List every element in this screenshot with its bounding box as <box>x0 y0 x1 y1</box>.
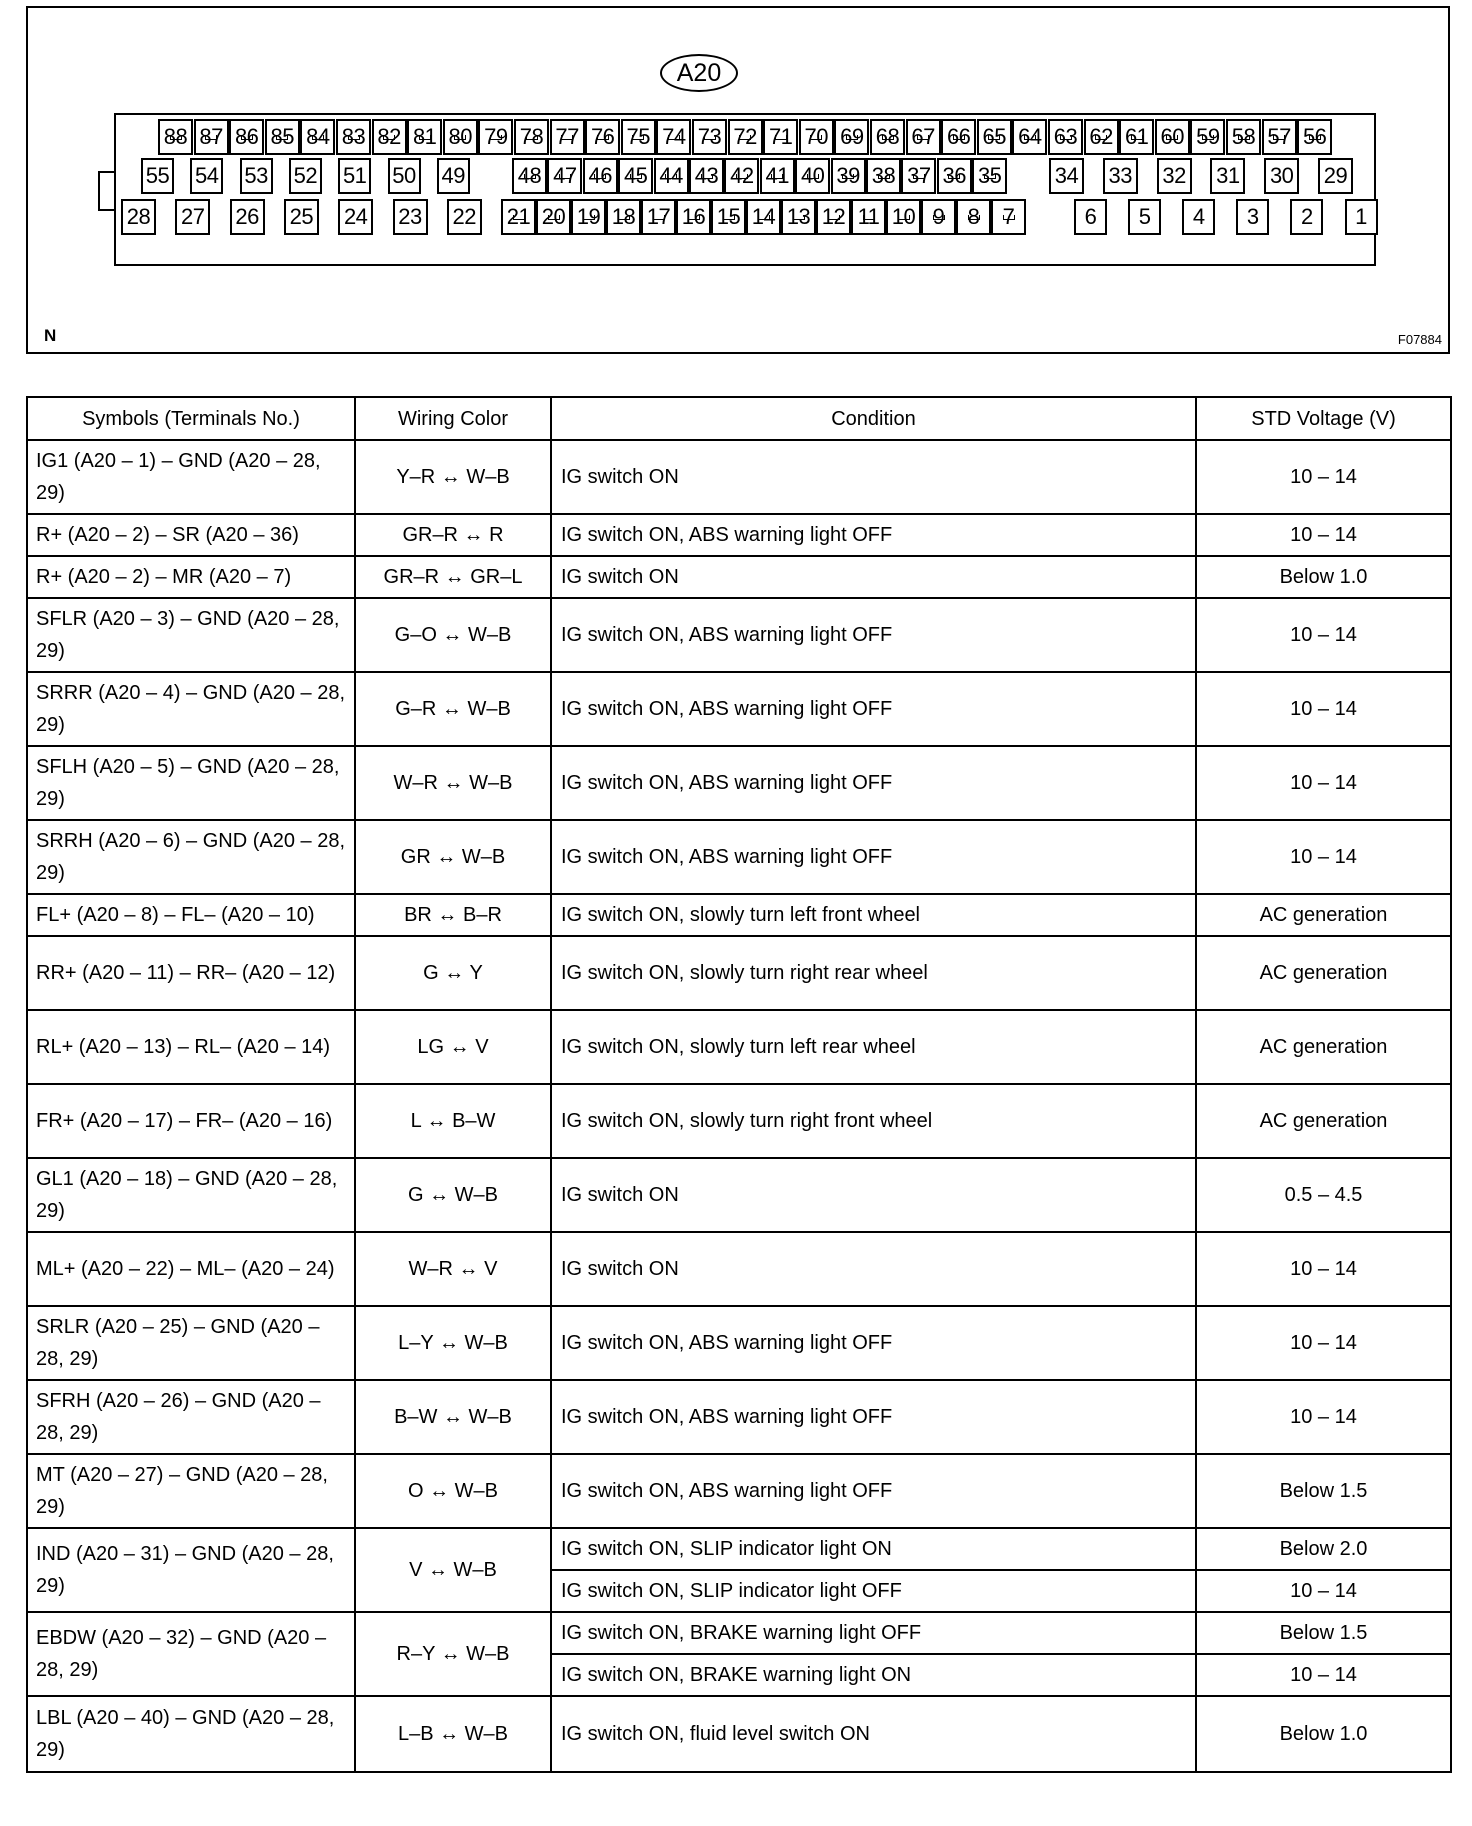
terminal-pin: 71 <box>763 119 798 155</box>
terminal-pin: 24 <box>338 199 373 235</box>
cell-symbols: SRLR (A20 – 25) – GND (A20 – 28, 29) <box>27 1306 355 1380</box>
terminal-pin: 31 <box>1210 158 1245 194</box>
terminal-pin: 74 <box>656 119 691 155</box>
cell-std-voltage: 10 – 14 <box>1196 514 1451 556</box>
terminal-pin: 42 <box>724 158 759 194</box>
cell-std-voltage: Below 1.0 <box>1196 1696 1451 1772</box>
terminal-pin: 32 <box>1157 158 1192 194</box>
cell-wiring-color: L–Y ↔ W–B <box>355 1306 551 1380</box>
cell-condition: IG switch ON, SLIP indicator light OFF <box>551 1570 1196 1612</box>
cell-wiring-color: LG ↔ V <box>355 1010 551 1084</box>
terminal-pin: 27 <box>175 199 210 235</box>
table-row <box>27 514 1451 556</box>
cell-std-voltage: 10 – 14 <box>1196 1232 1451 1306</box>
terminal-pin: 16 <box>676 199 711 235</box>
table-row <box>27 1306 1451 1380</box>
cell-condition: IG switch ON, BRAKE warning light OFF <box>551 1612 1196 1654</box>
cell-condition: IG switch ON, ABS warning light OFF <box>551 746 1196 820</box>
terminal-pin: 48 <box>512 158 547 194</box>
terminal-pin: 50 <box>388 158 421 194</box>
terminal-pin: 1 <box>1345 199 1378 235</box>
terminal-pin: 13 <box>781 199 816 235</box>
terminal-pin: 83 <box>336 119 371 155</box>
terminal-pin: 28 <box>121 199 156 235</box>
cell-std-voltage: 10 – 14 <box>1196 598 1451 672</box>
terminal-pin: 33 <box>1103 158 1138 194</box>
cell-symbols: RL+ (A20 – 13) – RL– (A20 – 14) <box>27 1010 355 1084</box>
terminal-pin: 70 <box>799 119 834 155</box>
terminal-pin: 51 <box>338 158 371 194</box>
cell-condition: IG switch ON <box>551 1158 1196 1232</box>
terminal-pin: 80 <box>443 119 478 155</box>
cell-std-voltage: 10 – 14 <box>1196 1570 1451 1612</box>
terminal-pin: 38 <box>866 158 901 194</box>
terminal-pin: 87 <box>194 119 229 155</box>
cell-wiring-color: G ↔ W–B <box>355 1158 551 1232</box>
terminal-pin: 82 <box>372 119 407 155</box>
terminal-pin: 30 <box>1264 158 1299 194</box>
cell-wiring-color: B–W ↔ W–B <box>355 1380 551 1454</box>
cell-condition: IG switch ON, fluid level switch ON <box>551 1696 1196 1772</box>
cell-symbols: SRRH (A20 – 6) – GND (A20 – 28, 29) <box>27 820 355 894</box>
terminal-pin: 79 <box>478 119 513 155</box>
terminal-pin: 8 <box>956 199 991 235</box>
cell-wiring-color: R–Y ↔ W–B <box>355 1612 551 1696</box>
terminal-pin: 7 <box>991 199 1026 235</box>
terminal-pin: 23 <box>393 199 428 235</box>
terminal-pin: 22 <box>447 199 482 235</box>
terminal-pin: 62 <box>1084 119 1119 155</box>
terminal-pin: 18 <box>606 199 641 235</box>
cell-std-voltage: 10 – 14 <box>1196 820 1451 894</box>
cell-symbols: R+ (A20 – 2) – SR (A20 – 36) <box>27 514 355 556</box>
cell-condition: IG switch ON <box>551 556 1196 598</box>
cell-condition: IG switch ON <box>551 1232 1196 1306</box>
terminal-pin: 86 <box>229 119 264 155</box>
terminal-pin: 69 <box>834 119 869 155</box>
terminal-pin: 6 <box>1074 199 1107 235</box>
cell-std-voltage: AC generation <box>1196 1084 1451 1158</box>
table-row <box>27 1084 1451 1158</box>
cell-symbols: GL1 (A20 – 18) – GND (A20 – 28, 29) <box>27 1158 355 1232</box>
table-row <box>27 1232 1451 1306</box>
cell-std-voltage: AC generation <box>1196 936 1451 1010</box>
cell-wiring-color: GR–R ↔ R <box>355 514 551 556</box>
terminal-pin: 75 <box>621 119 656 155</box>
terminal-pin: 41 <box>760 158 795 194</box>
header-std-voltage: STD Voltage (V) <box>1196 397 1451 440</box>
terminal-pin: 26 <box>230 199 265 235</box>
cell-condition: IG switch ON, ABS warning light OFF <box>551 1380 1196 1454</box>
cell-condition: IG switch ON, ABS warning light OFF <box>551 1306 1196 1380</box>
cell-std-voltage: AC generation <box>1196 1010 1451 1084</box>
cell-std-voltage: 0.5 – 4.5 <box>1196 1158 1451 1232</box>
terminal-pin: 3 <box>1236 199 1269 235</box>
cell-symbols: SRRR (A20 – 4) – GND (A20 – 28, 29) <box>27 672 355 746</box>
terminal-pin: 85 <box>265 119 300 155</box>
cell-condition: IG switch ON <box>551 440 1196 514</box>
table-row <box>27 598 1451 672</box>
cell-wiring-color: O ↔ W–B <box>355 1454 551 1528</box>
cell-symbols: IND (A20 – 31) – GND (A20 – 28, 29) <box>27 1528 355 1612</box>
header-condition: Condition <box>551 397 1196 440</box>
table-row <box>27 1380 1451 1454</box>
terminal-pin: 66 <box>941 119 976 155</box>
cell-condition: IG switch ON, slowly turn right rear wheel <box>551 936 1196 1010</box>
terminal-pin: 39 <box>831 158 866 194</box>
terminal-pin: 64 <box>1012 119 1047 155</box>
cell-std-voltage: 10 – 14 <box>1196 1654 1451 1696</box>
cell-wiring-color: BR ↔ B–R <box>355 894 551 936</box>
cell-std-voltage: 10 – 14 <box>1196 672 1451 746</box>
table-row <box>27 936 1451 1010</box>
cell-wiring-color: L–B ↔ W–B <box>355 1696 551 1772</box>
terminal-pin: 59 <box>1190 119 1225 155</box>
terminal-pin: 54 <box>190 158 223 194</box>
table-header-row <box>27 397 1451 440</box>
cell-condition: IG switch ON, slowly turn left front wheel <box>551 894 1196 936</box>
table-row <box>27 672 1451 746</box>
terminal-pin: 58 <box>1226 119 1261 155</box>
cell-std-voltage: Below 1.5 <box>1196 1612 1451 1654</box>
table-row <box>27 1010 1451 1084</box>
connector-latch <box>98 171 114 211</box>
terminal-pin: 57 <box>1262 119 1297 155</box>
table-row <box>27 556 1451 598</box>
cell-condition: IG switch ON, SLIP indicator light ON <box>551 1528 1196 1570</box>
terminal-pin: 52 <box>289 158 322 194</box>
terminal-pin: 68 <box>870 119 905 155</box>
terminal-pin: 10 <box>886 199 921 235</box>
terminal-pin: 55 <box>141 158 174 194</box>
cell-symbols: RR+ (A20 – 11) – RR– (A20 – 12) <box>27 936 355 1010</box>
table-row <box>27 1696 1451 1772</box>
terminal-pin: 46 <box>583 158 618 194</box>
terminal-pin: 53 <box>240 158 273 194</box>
cell-symbols: FL+ (A20 – 8) – FL– (A20 – 10) <box>27 894 355 936</box>
cell-std-voltage: Below 1.5 <box>1196 1454 1451 1528</box>
diagram-note: N <box>44 326 57 345</box>
cell-symbols: SFLR (A20 – 3) – GND (A20 – 28, 29) <box>27 598 355 672</box>
cell-std-voltage: AC generation <box>1196 894 1451 936</box>
cell-std-voltage: 10 – 14 <box>1196 1306 1451 1380</box>
cell-condition: IG switch ON, ABS warning light OFF <box>551 598 1196 672</box>
cell-symbols: FR+ (A20 – 17) – FR– (A20 – 16) <box>27 1084 355 1158</box>
cell-std-voltage: 10 – 14 <box>1196 1380 1451 1454</box>
terminal-pin: 34 <box>1049 158 1084 194</box>
cell-wiring-color: G–O ↔ W–B <box>355 598 551 672</box>
terminal-pin: 44 <box>654 158 689 194</box>
cell-condition: IG switch ON, slowly turn right front wheel <box>551 1084 1196 1158</box>
terminal-pin: 84 <box>300 119 335 155</box>
cell-condition: IG switch ON, ABS warning light OFF <box>551 672 1196 746</box>
terminal-pin: 65 <box>977 119 1012 155</box>
table-row <box>27 820 1451 894</box>
cell-wiring-color: W–R ↔ W–B <box>355 746 551 820</box>
terminal-pin: 67 <box>906 119 941 155</box>
terminal-pin: 88 <box>158 119 193 155</box>
figure-code: F07884 <box>1397 332 1442 347</box>
cell-symbols: R+ (A20 – 2) – MR (A20 – 7) <box>27 556 355 598</box>
cell-symbols: IG1 (A20 – 1) – GND (A20 – 28, 29) <box>27 440 355 514</box>
cell-wiring-color: L ↔ B–W <box>355 1084 551 1158</box>
cell-wiring-color: GR–R ↔ GR–L <box>355 556 551 598</box>
cell-wiring-color: Y–R ↔ W–B <box>355 440 551 514</box>
terminal-pin: 72 <box>728 119 763 155</box>
terminal-pin: 60 <box>1155 119 1190 155</box>
terminal-pin: 77 <box>550 119 585 155</box>
terminal-pin: 17 <box>641 199 676 235</box>
connector-label: A20 <box>660 54 738 92</box>
terminal-pin: 9 <box>921 199 956 235</box>
table-row <box>27 746 1451 820</box>
terminal-pin: 35 <box>972 158 1007 194</box>
terminal-pin: 45 <box>618 158 653 194</box>
terminal-pin: 81 <box>407 119 442 155</box>
cell-symbols: ML+ (A20 – 22) – ML– (A20 – 24) <box>27 1232 355 1306</box>
table-row <box>27 440 1451 514</box>
cell-std-voltage: Below 2.0 <box>1196 1528 1451 1570</box>
cell-symbols: EBDW (A20 – 32) – GND (A20 – 28, 29) <box>27 1612 355 1696</box>
cell-wiring-color: V ↔ W–B <box>355 1528 551 1612</box>
terminal-pin: 73 <box>692 119 727 155</box>
table-row <box>27 894 1451 936</box>
cell-condition: IG switch ON, ABS warning light OFF <box>551 514 1196 556</box>
cell-symbols: LBL (A20 – 40) – GND (A20 – 28, 29) <box>27 1696 355 1772</box>
cell-condition: IG switch ON, ABS warning light OFF <box>551 820 1196 894</box>
table-body <box>27 440 1451 1772</box>
cell-condition: IG switch ON, BRAKE warning light ON <box>551 1654 1196 1696</box>
terminal-pin: 25 <box>284 199 319 235</box>
table-row <box>27 1158 1451 1232</box>
cell-wiring-color: W–R ↔ V <box>355 1232 551 1306</box>
cell-symbols: MT (A20 – 27) – GND (A20 – 28, 29) <box>27 1454 355 1528</box>
cell-symbols: SFLH (A20 – 5) – GND (A20 – 28, 29) <box>27 746 355 820</box>
terminal-pin: 37 <box>901 158 936 194</box>
cell-std-voltage: Below 1.0 <box>1196 556 1451 598</box>
terminal-pin: 49 <box>437 158 470 194</box>
terminal-pin: 63 <box>1048 119 1083 155</box>
terminal-pin: 76 <box>585 119 620 155</box>
cell-condition: IG switch ON, ABS warning light OFF <box>551 1454 1196 1528</box>
cell-std-voltage: 10 – 14 <box>1196 440 1451 514</box>
terminal-pin: 20 <box>536 199 571 235</box>
cell-condition: IG switch ON, slowly turn left rear wheel <box>551 1010 1196 1084</box>
cell-wiring-color: G ↔ Y <box>355 936 551 1010</box>
header-wiring-color: Wiring Color <box>355 397 551 440</box>
header-symbols: Symbols (Terminals No.) <box>27 397 355 440</box>
terminal-pin: 14 <box>746 199 781 235</box>
terminal-spec-table <box>26 396 1452 1773</box>
terminal-pin: 78 <box>514 119 549 155</box>
terminal-pin: 56 <box>1297 119 1332 155</box>
terminal-pin: 61 <box>1119 119 1154 155</box>
cell-std-voltage: 10 – 14 <box>1196 746 1451 820</box>
table-row <box>27 1528 1451 1570</box>
table-row <box>27 1454 1451 1528</box>
terminal-pin: 12 <box>816 199 851 235</box>
terminal-pin: 11 <box>851 199 886 235</box>
terminal-pin: 15 <box>711 199 746 235</box>
terminal-pin: 5 <box>1128 199 1161 235</box>
cell-wiring-color: GR ↔ W–B <box>355 820 551 894</box>
terminal-pin: 4 <box>1182 199 1215 235</box>
table-row <box>27 1612 1451 1654</box>
terminal-pin: 21 <box>501 199 536 235</box>
terminal-pin: 47 <box>547 158 582 194</box>
terminal-pin: 2 <box>1290 199 1323 235</box>
terminal-pin: 43 <box>689 158 724 194</box>
connector-diagram <box>26 6 1450 354</box>
terminal-pin: 19 <box>571 199 606 235</box>
terminal-pin: 36 <box>937 158 972 194</box>
terminal-pin: 40 <box>795 158 830 194</box>
cell-wiring-color: G–R ↔ W–B <box>355 672 551 746</box>
cell-symbols: SFRH (A20 – 26) – GND (A20 – 28, 29) <box>27 1380 355 1454</box>
terminal-pin: 29 <box>1318 158 1353 194</box>
